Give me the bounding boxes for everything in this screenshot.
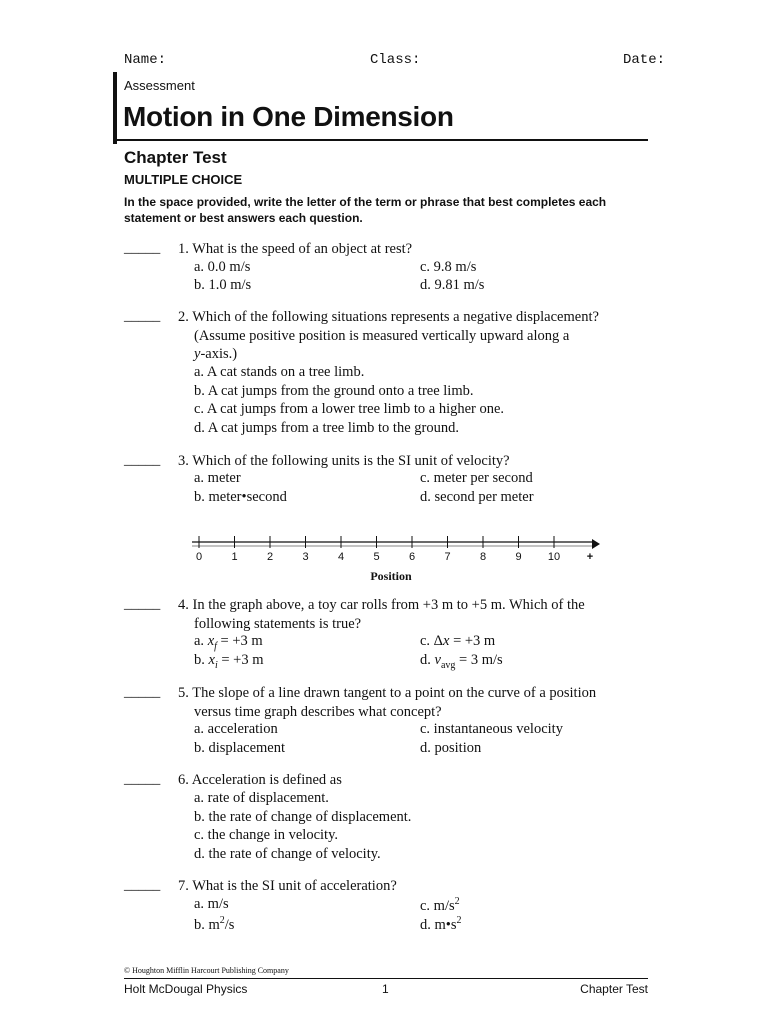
title-vertical-bar [113, 72, 117, 144]
answer-blank[interactable]: _____ [124, 452, 161, 468]
option-d: d. $m•s^2$ [420, 915, 462, 933]
option-c: c. instantaneous velocity [420, 721, 563, 737]
option-b: b. $m^2/s$ [194, 915, 235, 933]
option-d: d. A cat jumps from a tree limb to the ground. [194, 419, 459, 436]
option-b: b. the rate of change of displacement. [194, 808, 412, 825]
number-line-tick-label: 3 [302, 551, 309, 563]
option-d: d. $v_{avg} = 3$ m/s [420, 652, 503, 671]
question-stem-line: y-axis.) [194, 346, 238, 362]
option-d: d. position [420, 740, 482, 756]
question-stem: 1. What is the speed of an object at rest? [178, 241, 413, 257]
option-a: a. $x_f = +3$ m [194, 633, 263, 652]
option-c: c. Δx = +3 m [420, 633, 496, 649]
option-b: b. displacement [194, 740, 286, 756]
option-a: a. m/s [194, 896, 229, 912]
answer-blank[interactable]: _____ [124, 684, 161, 700]
number-line-tick-label: 4 [337, 551, 345, 563]
number-line-tick-label: 7 [444, 551, 451, 563]
number-line-tick-label: + [586, 551, 594, 563]
date-label: Date: [623, 52, 666, 68]
option-a: a. rate of displacement. [194, 790, 329, 806]
answer-blank[interactable]: _____ [124, 308, 161, 324]
option-c: c. meter per second [420, 470, 533, 486]
number-line-tick-label: 1 [231, 551, 238, 563]
multiple-choice-heading: MULTIPLE CHOICE [124, 172, 243, 187]
section-label: Assessment [124, 78, 195, 93]
question-stem-line: (Assume positive position is measured vertically upward along a [194, 327, 570, 344]
number-line-axis [192, 532, 602, 554]
option-d: d. second per meter [420, 489, 534, 505]
question-stem-line: 2. Which of the following situations represents a negative displacement? [178, 309, 599, 325]
option-a: a. meter [194, 470, 241, 486]
answer-blank[interactable]: _____ [124, 596, 161, 612]
option-a: a. A cat stands on a tree limb. [194, 364, 365, 380]
option-a: a. acceleration [194, 721, 278, 737]
option-c: c. A cat jumps from a lower tree limb to a higher one. [194, 401, 505, 417]
option-c: c. $m/s^2$ [420, 896, 460, 914]
number-line-tick-label: 0 [195, 551, 203, 563]
page-title: Motion in One Dimension [123, 101, 454, 132]
number-line-tick-label: 9 [515, 551, 522, 563]
title-rule [113, 139, 648, 141]
chapter-test-heading: Chapter Test [124, 148, 227, 167]
question-stem-line: 5. The slope of a line drawn tangent to a point on the curve of a position [178, 685, 597, 701]
number-line-tick-label: 10 [547, 551, 561, 563]
position-number-line [192, 532, 602, 592]
answer-blank[interactable]: _____ [124, 240, 161, 256]
question-stem: 6. Acceleration is defined as [178, 772, 342, 788]
number-line-tick-label: 2 [266, 551, 274, 563]
number-line-tick-label: 5 [373, 551, 380, 563]
footer-chapter-test: Chapter Test [580, 982, 648, 996]
option-d: d. 9.81 m/s [420, 277, 485, 293]
option-a: a. 0.0 m/s [194, 259, 251, 275]
class-label: Class: [370, 52, 421, 68]
footer-rule [124, 978, 648, 979]
number-line-axis-label: Position [370, 569, 412, 583]
option-b: b. A cat jumps from the ground onto a tree limb. [194, 382, 474, 399]
copyright-notice: © Houghton Mifflin Harcourt Publishing Company [124, 966, 289, 975]
option-d: d. the rate of change of velocity. [194, 845, 381, 862]
question-stem-line: 4. In the graph above, a toy car rolls from +3 m to +5 m. Which of the [178, 597, 585, 613]
question-stem-line: following statements is true? [194, 615, 362, 632]
question-stem: 7. What is the SI unit of acceleration? [178, 878, 397, 894]
answer-blank[interactable]: _____ [124, 771, 161, 787]
option-c: c. the change in velocity. [194, 827, 339, 843]
option-c: c. 9.8 m/s [420, 259, 477, 275]
option-b: b. $x_i = +3$ m [194, 652, 264, 671]
number-line-tick-label: 6 [408, 551, 416, 563]
option-b: b. meter•second [194, 489, 287, 505]
page-number: 1 [382, 982, 389, 996]
question-stem-line: versus time graph describes what concept? [194, 703, 442, 720]
number-line-tick-label: 8 [479, 551, 487, 563]
option-b: b. 1.0 m/s [194, 277, 252, 293]
answer-blank[interactable]: _____ [124, 877, 161, 893]
footer-book-title: Holt McDougal Physics [124, 982, 248, 996]
question-stem: 3. Which of the following units is the SI unit of velocity? [178, 453, 510, 469]
name-label: Name: [124, 52, 167, 68]
instructions: In the space provided, write the letter of the term or phrase that best completes each statement or best answers each question. [124, 195, 607, 225]
